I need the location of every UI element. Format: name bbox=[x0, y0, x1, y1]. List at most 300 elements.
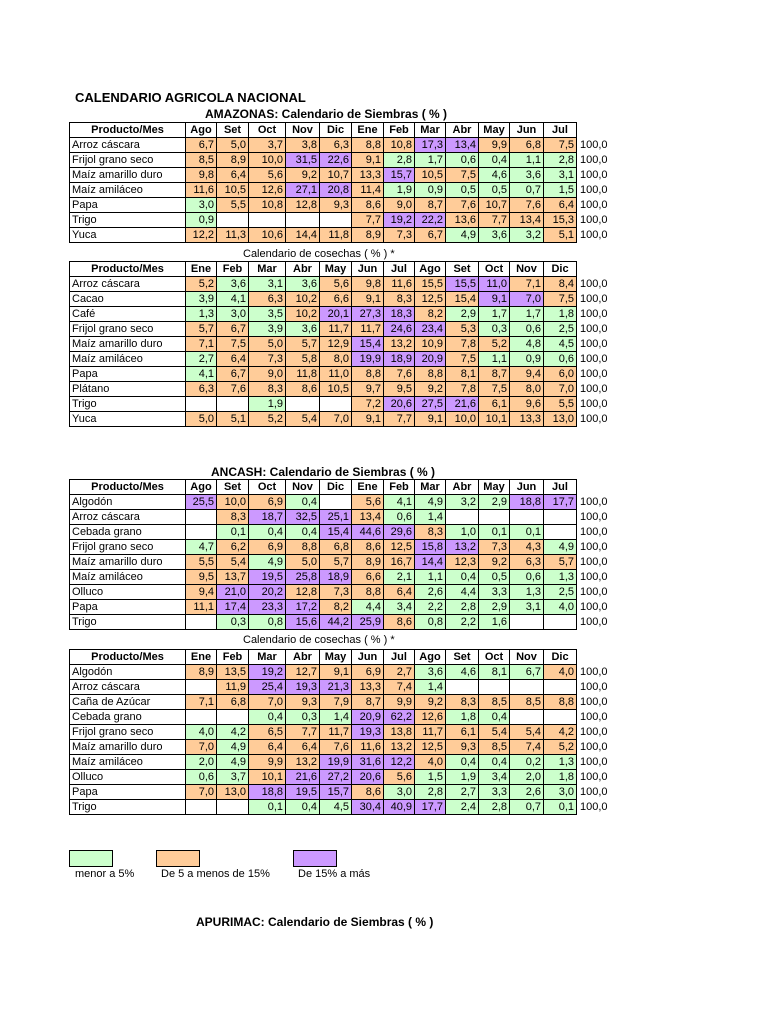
column-header-month: Oct bbox=[249, 480, 286, 495]
table-row bbox=[70, 352, 611, 367]
table-row bbox=[70, 600, 611, 615]
month-value: 7,5 bbox=[446, 168, 479, 183]
month-value: 21,6 bbox=[286, 770, 320, 785]
row-total: 100,0 bbox=[580, 681, 608, 693]
month-value: 1,4 bbox=[415, 680, 446, 695]
month-value: 7,0 bbox=[249, 695, 286, 710]
table-row bbox=[70, 322, 611, 337]
month-value: 9,0 bbox=[249, 367, 286, 382]
product-name: Maíz amarillo duro bbox=[70, 337, 186, 352]
ancash-cosechas-table bbox=[69, 649, 611, 815]
month-value: 7,6 bbox=[384, 367, 415, 382]
row-total: 100,0 bbox=[580, 139, 608, 151]
month-value: 3,4 bbox=[479, 770, 510, 785]
product-name: Arroz cáscara bbox=[70, 138, 186, 153]
legend-label-high: De 15% a más bbox=[298, 868, 371, 880]
month-value: 5,4 bbox=[479, 725, 510, 740]
month-value: 6,3 bbox=[186, 382, 217, 397]
month-value: 18,9 bbox=[384, 352, 415, 367]
column-header-month: Dic bbox=[320, 123, 352, 138]
month-value: 6,1 bbox=[479, 397, 510, 412]
column-header-month: Abr bbox=[286, 262, 320, 277]
month-value: 0,6 bbox=[510, 322, 544, 337]
month-value: 6,8 bbox=[217, 695, 249, 710]
row-total: 100,0 bbox=[580, 786, 608, 798]
month-value: 7,0 bbox=[320, 412, 352, 427]
month-value: 13,0 bbox=[544, 412, 577, 427]
month-value: 6,4 bbox=[217, 168, 249, 183]
month-value: 0,4 bbox=[446, 570, 479, 585]
month-value: 0,2 bbox=[510, 755, 544, 770]
month-value: 8,3 bbox=[217, 510, 249, 525]
month-value: 15,8 bbox=[415, 540, 446, 555]
table-row bbox=[70, 168, 611, 183]
month-value: 11,4 bbox=[352, 183, 384, 198]
product-name: Olluco bbox=[70, 585, 186, 600]
month-value: 3,2 bbox=[446, 495, 479, 510]
month-value: 16,7 bbox=[384, 555, 415, 570]
column-header-month: Ago bbox=[415, 650, 446, 665]
month-value: 20,6 bbox=[352, 770, 384, 785]
column-header-month: Oct bbox=[479, 650, 510, 665]
month-value: 3,1 bbox=[544, 168, 577, 183]
month-value: 9,1 bbox=[415, 412, 446, 427]
row-total: 100,0 bbox=[580, 526, 608, 538]
product-name: Plátano bbox=[70, 382, 186, 397]
month-value: 1,7 bbox=[510, 307, 544, 322]
table-row bbox=[70, 495, 611, 510]
month-value: 21,0 bbox=[217, 585, 249, 600]
month-value: 4,9 bbox=[415, 495, 446, 510]
month-value: 15,4 bbox=[446, 292, 479, 307]
row-total: 100,0 bbox=[580, 601, 608, 613]
month-value: 3,3 bbox=[479, 585, 510, 600]
month-value: 8,7 bbox=[352, 695, 384, 710]
month-value: 5,6 bbox=[352, 495, 384, 510]
row-total: 100,0 bbox=[580, 496, 608, 508]
column-header-month: Dic bbox=[320, 480, 352, 495]
month-value bbox=[217, 710, 249, 725]
product-name: Yuca bbox=[70, 412, 186, 427]
month-value: 10,0 bbox=[217, 495, 249, 510]
product-name: Maíz amarillo duro bbox=[70, 555, 186, 570]
month-value: 7,6 bbox=[320, 740, 352, 755]
month-value: 9,3 bbox=[286, 695, 320, 710]
month-value: 17,2 bbox=[286, 600, 320, 615]
month-value: 19,5 bbox=[249, 570, 286, 585]
month-value: 9,2 bbox=[479, 555, 510, 570]
product-name: Frijol grano seco bbox=[70, 725, 186, 740]
month-value: 4,7 bbox=[186, 540, 217, 555]
ancash-cosechas-title: Calendario de cosechas ( % ) * bbox=[243, 634, 395, 646]
month-value: 9,8 bbox=[186, 168, 217, 183]
month-value: 3,6 bbox=[217, 277, 249, 292]
month-value: 8,3 bbox=[249, 382, 286, 397]
column-header-month: Jul bbox=[384, 262, 415, 277]
month-value: 24,6 bbox=[384, 322, 415, 337]
column-header-month: Set bbox=[446, 262, 479, 277]
column-header-month: Ene bbox=[186, 262, 217, 277]
month-value: 0,7 bbox=[510, 183, 544, 198]
column-header-month: May bbox=[320, 650, 352, 665]
month-value: 0,4 bbox=[479, 710, 510, 725]
column-header-month: Mar bbox=[415, 123, 446, 138]
table-row bbox=[70, 800, 611, 815]
month-value: 0,5 bbox=[446, 183, 479, 198]
month-value: 6,7 bbox=[217, 367, 249, 382]
month-value: 3,0 bbox=[186, 198, 217, 213]
month-value: 4,9 bbox=[217, 740, 249, 755]
month-value: 1,7 bbox=[415, 153, 446, 168]
month-value: 0,4 bbox=[286, 800, 320, 815]
table-row bbox=[70, 740, 611, 755]
month-value: 13,4 bbox=[446, 138, 479, 153]
legend-label-mid: De 5 a menos de 15% bbox=[161, 868, 270, 880]
month-value: 5,8 bbox=[286, 352, 320, 367]
table-row bbox=[70, 213, 611, 228]
month-value: 0,3 bbox=[286, 710, 320, 725]
month-value: 0,1 bbox=[544, 800, 577, 815]
month-value: 9,5 bbox=[384, 382, 415, 397]
month-value: 0,4 bbox=[286, 495, 320, 510]
month-value: 3,1 bbox=[249, 277, 286, 292]
month-value: 18,3 bbox=[384, 307, 415, 322]
month-value: 6,3 bbox=[510, 555, 544, 570]
month-value: 3,6 bbox=[415, 665, 446, 680]
month-value: 7,3 bbox=[384, 228, 415, 243]
month-value: 13,4 bbox=[352, 510, 384, 525]
column-header-month: May bbox=[320, 262, 352, 277]
month-value: 10,5 bbox=[415, 168, 446, 183]
month-value: 22,2 bbox=[415, 213, 446, 228]
month-value: 8,6 bbox=[384, 615, 415, 630]
table-row bbox=[70, 397, 611, 412]
column-header-month: Ago bbox=[186, 480, 217, 495]
row-total: 100,0 bbox=[580, 541, 608, 553]
month-value: 1,6 bbox=[479, 615, 510, 630]
month-value: 9,5 bbox=[186, 570, 217, 585]
month-value: 15,7 bbox=[320, 785, 352, 800]
month-value: 31,5 bbox=[286, 153, 320, 168]
month-value bbox=[186, 680, 217, 695]
month-value bbox=[510, 680, 544, 695]
month-value: 3,6 bbox=[286, 322, 320, 337]
month-value: 23,4 bbox=[415, 322, 446, 337]
product-name: Maíz amiláceo bbox=[70, 755, 186, 770]
month-value: 0,9 bbox=[415, 183, 446, 198]
month-value: 4,3 bbox=[510, 540, 544, 555]
month-value: 62,2 bbox=[384, 710, 415, 725]
month-value: 8,9 bbox=[352, 555, 384, 570]
month-value: 4,6 bbox=[479, 168, 510, 183]
month-value: 3,6 bbox=[479, 228, 510, 243]
month-value: 10,8 bbox=[249, 198, 286, 213]
month-value: 0,5 bbox=[479, 570, 510, 585]
table-row bbox=[70, 615, 611, 630]
column-header-month: Nov bbox=[510, 650, 544, 665]
month-value: 10,9 bbox=[415, 337, 446, 352]
month-value bbox=[320, 397, 352, 412]
month-value: 2,7 bbox=[186, 352, 217, 367]
column-header-month: Set bbox=[217, 123, 249, 138]
month-value: 8,8 bbox=[352, 585, 384, 600]
month-value: 13,2 bbox=[384, 337, 415, 352]
month-value: 17,3 bbox=[415, 138, 446, 153]
header-spacer bbox=[577, 480, 611, 495]
column-header-month: May bbox=[479, 480, 510, 495]
column-header-month: Jul bbox=[544, 480, 577, 495]
month-value: 44,2 bbox=[320, 615, 352, 630]
month-value bbox=[446, 680, 479, 695]
month-value: 11,6 bbox=[186, 183, 217, 198]
column-header-month: Feb bbox=[217, 650, 249, 665]
column-header-month: Dic bbox=[544, 650, 577, 665]
month-value: 10,1 bbox=[479, 412, 510, 427]
header-row bbox=[70, 262, 611, 277]
row-total: 100,0 bbox=[580, 726, 608, 738]
product-name: Cebada grano bbox=[70, 710, 186, 725]
month-value: 21,3 bbox=[320, 680, 352, 695]
month-value: 0,8 bbox=[415, 615, 446, 630]
row-total: 100,0 bbox=[580, 571, 608, 583]
ancash-siembras-table bbox=[69, 479, 611, 630]
month-value: 4,0 bbox=[544, 665, 577, 680]
month-value: 4,1 bbox=[186, 367, 217, 382]
month-value: 6,1 bbox=[446, 725, 479, 740]
month-value: 5,4 bbox=[286, 412, 320, 427]
month-value: 2,8 bbox=[544, 153, 577, 168]
month-value: 12,2 bbox=[186, 228, 217, 243]
month-value: 10,2 bbox=[286, 307, 320, 322]
table-row bbox=[70, 770, 611, 785]
month-value: 8,8 bbox=[352, 138, 384, 153]
month-value: 5,4 bbox=[510, 725, 544, 740]
column-header-month: Jun bbox=[352, 262, 384, 277]
month-value: 5,7 bbox=[186, 322, 217, 337]
month-value: 5,2 bbox=[544, 740, 577, 755]
month-value bbox=[186, 615, 217, 630]
row-total: 100,0 bbox=[580, 756, 608, 768]
month-value: 7,7 bbox=[384, 412, 415, 427]
month-value: 10,5 bbox=[217, 183, 249, 198]
month-value: 5,5 bbox=[186, 555, 217, 570]
product-name: Cebada grano bbox=[70, 525, 186, 540]
month-value: 9,2 bbox=[286, 168, 320, 183]
month-value: 9,3 bbox=[320, 198, 352, 213]
month-value: 19,9 bbox=[352, 352, 384, 367]
month-value: 25,1 bbox=[320, 510, 352, 525]
month-value: 9,1 bbox=[352, 153, 384, 168]
month-value: 0,9 bbox=[510, 352, 544, 367]
month-value: 1,0 bbox=[446, 525, 479, 540]
month-value: 2,2 bbox=[415, 600, 446, 615]
table-row bbox=[70, 785, 611, 800]
month-value: 25,9 bbox=[352, 615, 384, 630]
month-value: 9,1 bbox=[320, 665, 352, 680]
month-value: 3,9 bbox=[249, 322, 286, 337]
month-value: 6,3 bbox=[249, 292, 286, 307]
month-value: 10,0 bbox=[446, 412, 479, 427]
month-value bbox=[186, 525, 217, 540]
table-row bbox=[70, 555, 611, 570]
header-row bbox=[70, 123, 611, 138]
table-row bbox=[70, 307, 611, 322]
month-value: 7,2 bbox=[352, 397, 384, 412]
table-row bbox=[70, 540, 611, 555]
main-title: CALENDARIO AGRICOLA NACIONAL bbox=[75, 90, 306, 105]
table-row bbox=[70, 412, 611, 427]
month-value: 1,1 bbox=[479, 352, 510, 367]
column-header-month: Feb bbox=[217, 262, 249, 277]
table-row bbox=[70, 585, 611, 600]
table-row bbox=[70, 725, 611, 740]
month-value: 5,0 bbox=[249, 337, 286, 352]
legend-swatch-high bbox=[293, 850, 337, 867]
month-value: 9,4 bbox=[510, 367, 544, 382]
month-value: 4,9 bbox=[249, 555, 286, 570]
month-value: 27,1 bbox=[286, 183, 320, 198]
month-value: 8,9 bbox=[217, 153, 249, 168]
month-value: 8,0 bbox=[510, 382, 544, 397]
product-name: Arroz cáscara bbox=[70, 680, 186, 695]
product-name: Papa bbox=[70, 198, 186, 213]
month-value bbox=[217, 213, 249, 228]
month-value: 10,1 bbox=[249, 770, 286, 785]
month-value: 2,4 bbox=[446, 800, 479, 815]
month-value: 6,8 bbox=[510, 138, 544, 153]
legend-swatch-mid bbox=[156, 850, 200, 867]
month-value: 2,5 bbox=[544, 322, 577, 337]
month-value: 1,1 bbox=[510, 153, 544, 168]
product-name: Trigo bbox=[70, 213, 186, 228]
month-value: 15,4 bbox=[320, 525, 352, 540]
month-value: 8,0 bbox=[320, 352, 352, 367]
product-name: Algodón bbox=[70, 495, 186, 510]
month-value: 3,4 bbox=[384, 600, 415, 615]
product-name: Trigo bbox=[70, 615, 186, 630]
product-name: Arroz cáscara bbox=[70, 277, 186, 292]
month-value: 19,9 bbox=[320, 755, 352, 770]
product-name: Algodón bbox=[70, 665, 186, 680]
month-value: 13,2 bbox=[286, 755, 320, 770]
month-value: 10,5 bbox=[320, 382, 352, 397]
month-value: 0,1 bbox=[479, 525, 510, 540]
month-value: 6,7 bbox=[510, 665, 544, 680]
column-header-month: Oct bbox=[479, 262, 510, 277]
month-value: 0,4 bbox=[249, 525, 286, 540]
ancash-siembras-title: ANCASH: Calendario de Siembras ( % ) bbox=[211, 465, 436, 479]
table-row bbox=[70, 198, 611, 213]
month-value: 6,7 bbox=[217, 322, 249, 337]
month-value: 7,0 bbox=[186, 785, 217, 800]
month-value: 18,8 bbox=[510, 495, 544, 510]
month-value: 5,7 bbox=[544, 555, 577, 570]
product-name: Trigo bbox=[70, 397, 186, 412]
month-value: 13,3 bbox=[352, 168, 384, 183]
month-value: 5,6 bbox=[249, 168, 286, 183]
month-value: 15,6 bbox=[286, 615, 320, 630]
month-value bbox=[286, 213, 320, 228]
month-value: 4,1 bbox=[384, 495, 415, 510]
month-value: 5,5 bbox=[217, 198, 249, 213]
month-value: 2,0 bbox=[510, 770, 544, 785]
month-value: 7,5 bbox=[479, 382, 510, 397]
month-value: 14,4 bbox=[415, 555, 446, 570]
month-value: 13,4 bbox=[510, 213, 544, 228]
month-value: 9,0 bbox=[384, 198, 415, 213]
month-value: 9,9 bbox=[479, 138, 510, 153]
month-value: 2,1 bbox=[384, 570, 415, 585]
column-header-month: Nov bbox=[510, 262, 544, 277]
month-value bbox=[320, 213, 352, 228]
month-value: 13,7 bbox=[217, 570, 249, 585]
column-header-month: Abr bbox=[286, 650, 320, 665]
month-value: 6,9 bbox=[249, 495, 286, 510]
table-row bbox=[70, 755, 611, 770]
row-total: 100,0 bbox=[580, 741, 608, 753]
month-value: 0,1 bbox=[249, 800, 286, 815]
month-value: 3,1 bbox=[510, 600, 544, 615]
month-value: 3,3 bbox=[479, 785, 510, 800]
month-value: 7,5 bbox=[544, 138, 577, 153]
month-value: 5,5 bbox=[544, 397, 577, 412]
month-value: 12,5 bbox=[415, 740, 446, 755]
table-row bbox=[70, 153, 611, 168]
month-value: 20,6 bbox=[384, 397, 415, 412]
month-value: 3,9 bbox=[186, 292, 217, 307]
month-value: 11,6 bbox=[384, 277, 415, 292]
column-header-month: Jun bbox=[352, 650, 384, 665]
month-value: 6,6 bbox=[352, 570, 384, 585]
month-value: 19,3 bbox=[352, 725, 384, 740]
month-value: 8,6 bbox=[352, 198, 384, 213]
month-value: 3,5 bbox=[249, 307, 286, 322]
month-value: 19,2 bbox=[249, 665, 286, 680]
column-header-month: Feb bbox=[384, 480, 415, 495]
month-value: 0,4 bbox=[479, 153, 510, 168]
month-value: 19,2 bbox=[384, 213, 415, 228]
month-value: 4,5 bbox=[544, 337, 577, 352]
month-value: 8,8 bbox=[286, 540, 320, 555]
month-value: 1,5 bbox=[544, 183, 577, 198]
amazonas-cosechas-title: Calendario de cosechas ( % ) * bbox=[243, 248, 395, 260]
month-value: 19,5 bbox=[286, 785, 320, 800]
month-value: 8,2 bbox=[320, 600, 352, 615]
product-name: Cacao bbox=[70, 292, 186, 307]
month-value: 9,1 bbox=[352, 292, 384, 307]
month-value: 9,8 bbox=[352, 277, 384, 292]
month-value: 10,6 bbox=[249, 228, 286, 243]
product-name: Yuca bbox=[70, 228, 186, 243]
month-value: 1,8 bbox=[544, 307, 577, 322]
month-value bbox=[510, 710, 544, 725]
month-value: 12,8 bbox=[286, 198, 320, 213]
month-value: 0,3 bbox=[479, 322, 510, 337]
month-value bbox=[510, 615, 544, 630]
month-value: 13,6 bbox=[446, 213, 479, 228]
month-value: 11,7 bbox=[320, 725, 352, 740]
month-value: 0,5 bbox=[479, 183, 510, 198]
month-value bbox=[544, 615, 577, 630]
row-total: 100,0 bbox=[580, 398, 608, 410]
month-value: 13,8 bbox=[384, 725, 415, 740]
month-value: 1,3 bbox=[510, 585, 544, 600]
column-header-product: Producto/Mes bbox=[70, 650, 186, 665]
month-value: 2,7 bbox=[446, 785, 479, 800]
month-value: 1,8 bbox=[544, 770, 577, 785]
month-value: 13,3 bbox=[352, 680, 384, 695]
product-name: Maíz amiláceo bbox=[70, 352, 186, 367]
